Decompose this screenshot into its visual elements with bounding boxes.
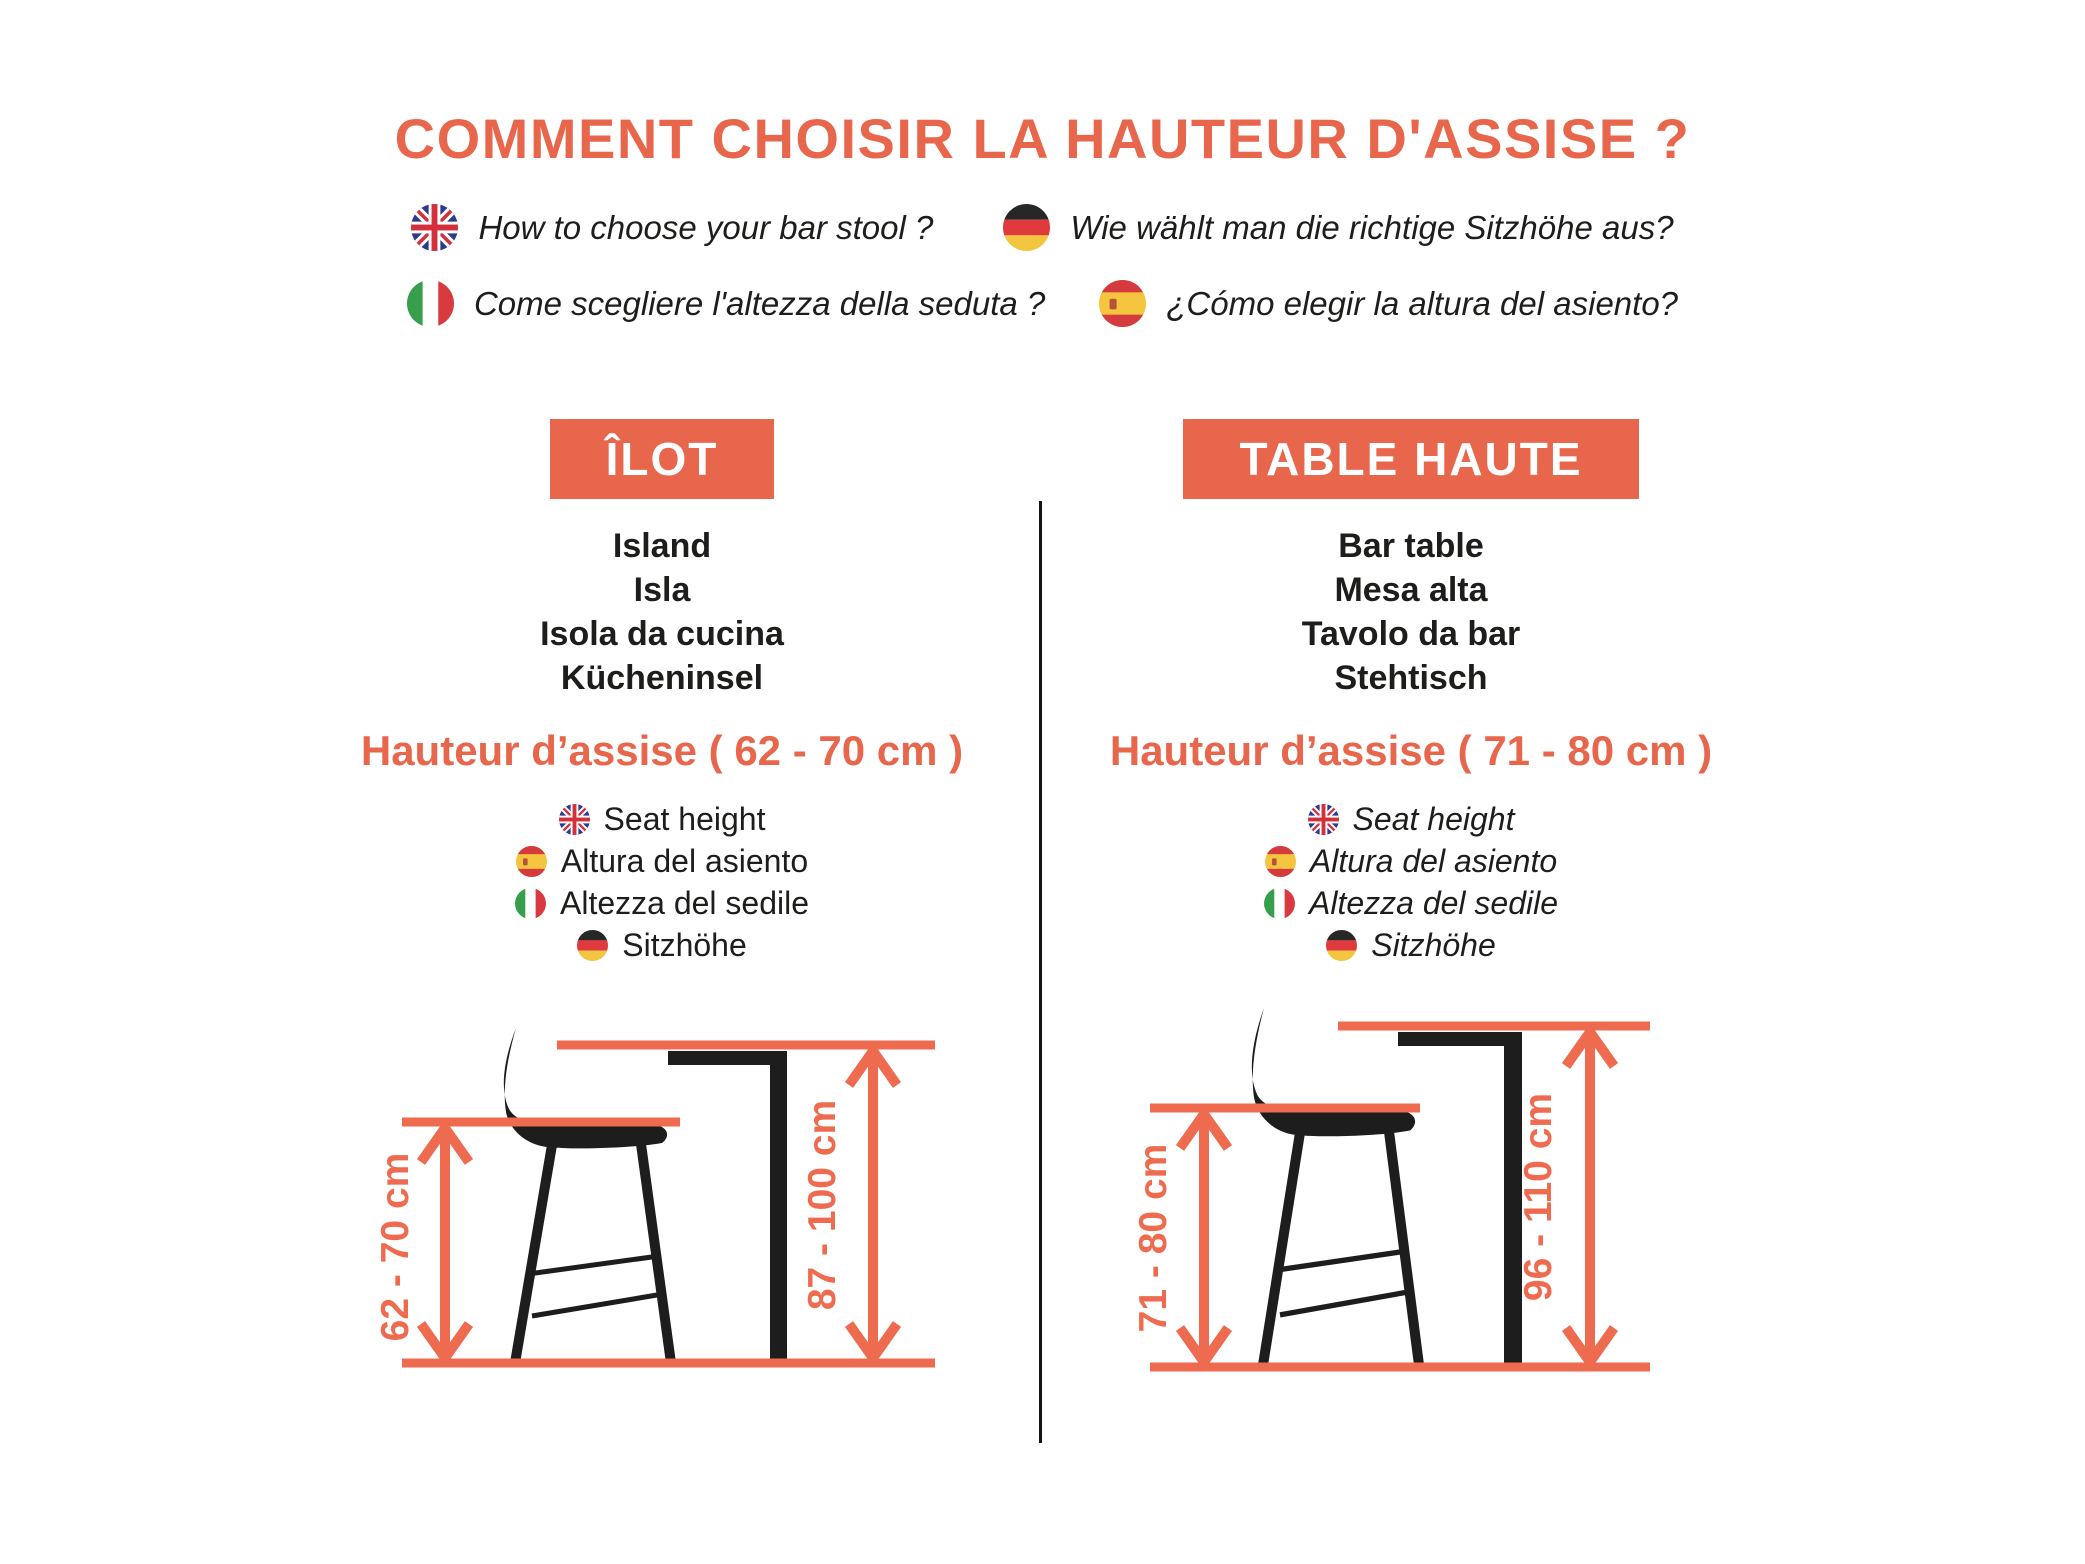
page-title: COMMENT CHOISIR LA HAUTEUR D'ASSISE ?	[394, 107, 1691, 170]
table-haute-seat-height-title: Hauteur d’assise ( 71 - 80 cm )	[1109, 727, 1713, 774]
seat-height-text: Seat height	[603, 800, 766, 837]
seat-height-text: Sitzhöhe	[622, 926, 747, 963]
table-height-arrow	[1566, 1032, 1614, 1362]
translation-line: Isla	[633, 571, 691, 609]
stool-height-arrow	[1180, 1114, 1228, 1362]
translation-line: Stehtisch	[1334, 659, 1488, 697]
ilot-seat-height-title: Hauteur d’assise ( 62 - 70 cm )	[360, 727, 964, 774]
translation-line: Bar table	[1338, 527, 1484, 565]
translation-line: Tavolo da bar	[1301, 615, 1521, 653]
ilot-diagram	[374, 1028, 935, 1363]
counter-height-label: 87 - 100 cm	[801, 1099, 844, 1311]
translation-line: Kücheninsel	[560, 659, 764, 697]
seat-height-text: Seat height	[1352, 800, 1515, 837]
translation-line: Island	[612, 527, 712, 565]
table-haute-header: TABLE HAUTE	[1183, 419, 1638, 499]
stool-height-label: 71 - 80 cm	[1132, 1143, 1175, 1333]
translation-line: Mesa alta	[1334, 571, 1488, 609]
ilot-header: ÎLOT	[550, 419, 775, 499]
island-counter-leg	[770, 1051, 787, 1363]
seat-height-text: Altezza del sedile	[1308, 884, 1559, 921]
language-text: How to choose your bar stool ?	[478, 208, 934, 246]
seat-height-text: Sitzhöhe	[1371, 926, 1496, 963]
counter-height-arrow	[849, 1051, 897, 1358]
seat-height-text: Altura del asiento	[560, 842, 809, 879]
bar-stool-silhouette	[1252, 1008, 1419, 1365]
language-text: Wie wählt man die richtige Sitzhöhe aus?	[1070, 208, 1674, 246]
island-counter-top	[668, 1051, 787, 1065]
seat-height-text: Altezza del sedile	[559, 884, 810, 921]
translation-line: Isola da cucina	[540, 615, 784, 653]
stool-height-arrow	[421, 1128, 469, 1358]
language-text: ¿Cómo elegir la altura del asiento?	[1166, 284, 1679, 322]
table-height-label: 96 - 110 cm	[1517, 1092, 1560, 1302]
language-text: Come scegliere l'altezza della seduta ?	[473, 284, 1046, 322]
seat-height-text: Altura del asiento	[1309, 842, 1558, 879]
stool-height-label: 62 - 70 cm	[374, 1152, 417, 1342]
bar-stool-silhouette	[504, 1028, 671, 1363]
table-haute-diagram	[1132, 1008, 1650, 1367]
high-table-top	[1398, 1032, 1522, 1046]
